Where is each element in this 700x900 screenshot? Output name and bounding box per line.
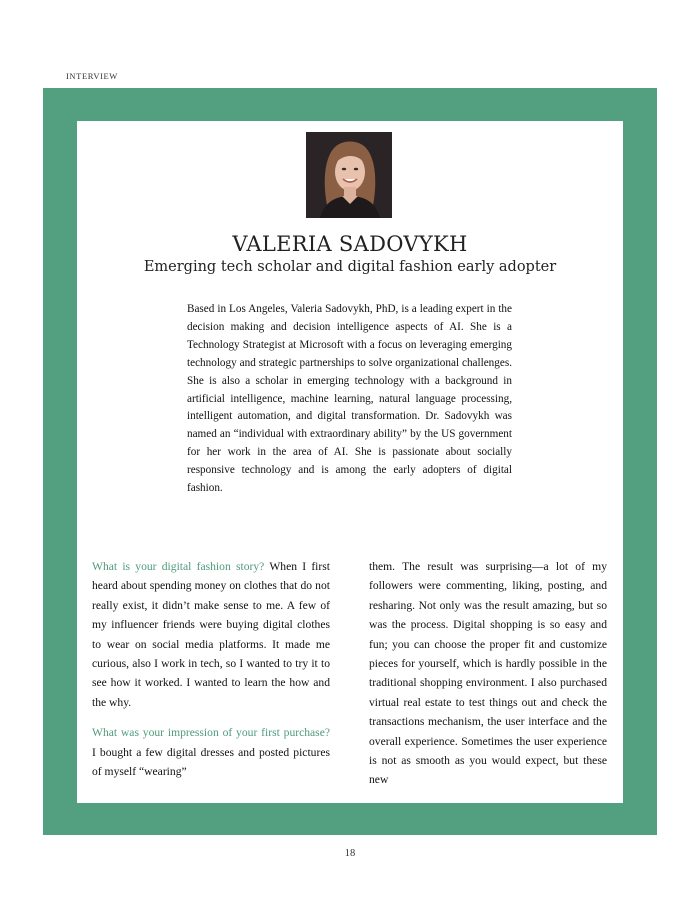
question-1: What is your digital fashion story? — [92, 560, 265, 573]
interview-paragraph-2 — [92, 723, 330, 781]
profile-photo — [306, 132, 392, 218]
interview-paragraph-1 — [92, 557, 330, 712]
portrait-image — [306, 132, 392, 218]
interview-column-right — [369, 557, 607, 801]
answer-1: When I first heard about spending money on clothes that do not really exist, it didn’t make sense to me. A few of my influencer friends were buying digital clothes to wear on social media platforms. It made me curious, also I work in tech, so I wanted to try it to see how it worked. I wanted to learn the how and the why. — [92, 560, 330, 709]
section-label: INTERVIEW — [66, 71, 118, 81]
interview-column-left — [92, 557, 330, 792]
answer-2-continued: them. The result was surprising—a lot of my followers were commenting, liking, posting, and resharing. Not only was the result amazing, but so was the process. Digital shopping is so easy and fun; you can choose the proper fit and customize pieces for yourself, which is hardly possible in the traditional shopping environment. I also purchased virtual real estate to test things out and check the transactions mechanism, the user interface and the overall experience. Sometimes the user experience is not as smooth as you would expect, but these new — [369, 560, 607, 787]
page-number: 18 — [344, 848, 356, 859]
bio-paragraph: Based in Los Angeles, Valeria Sadovykh, PhD, is a leading expert in the decision making and decision intelligence aspects of AI. She is a Technology Strategist at Microsoft with a focus on leveraging emerging technology and strategic partnerships to solve organizational challenges. She is also a scholar in emerging technology with a background in artificial intelligence, machine learning, natural language processing, intelligent automation, and digital transformation. Dr. Sadovykh was named an “individual with extraordinary ability” by the US government for her work in the area of AI. She is passionate about socially responsive technology and is among the early adopters of digital fashion. — [187, 303, 512, 495]
profile-subtitle: Emerging tech scholar and digital fashion early adopter — [143, 259, 557, 275]
profile-name: VALERIA SADOVYKH — [232, 232, 468, 256]
answer-2-start: I bought a few digital dresses and posted pictures of myself “wearing” — [92, 745, 330, 779]
interview-paragraph-2-continued — [369, 557, 607, 790]
question-2: What was your impression of your first purchase? — [92, 726, 330, 740]
